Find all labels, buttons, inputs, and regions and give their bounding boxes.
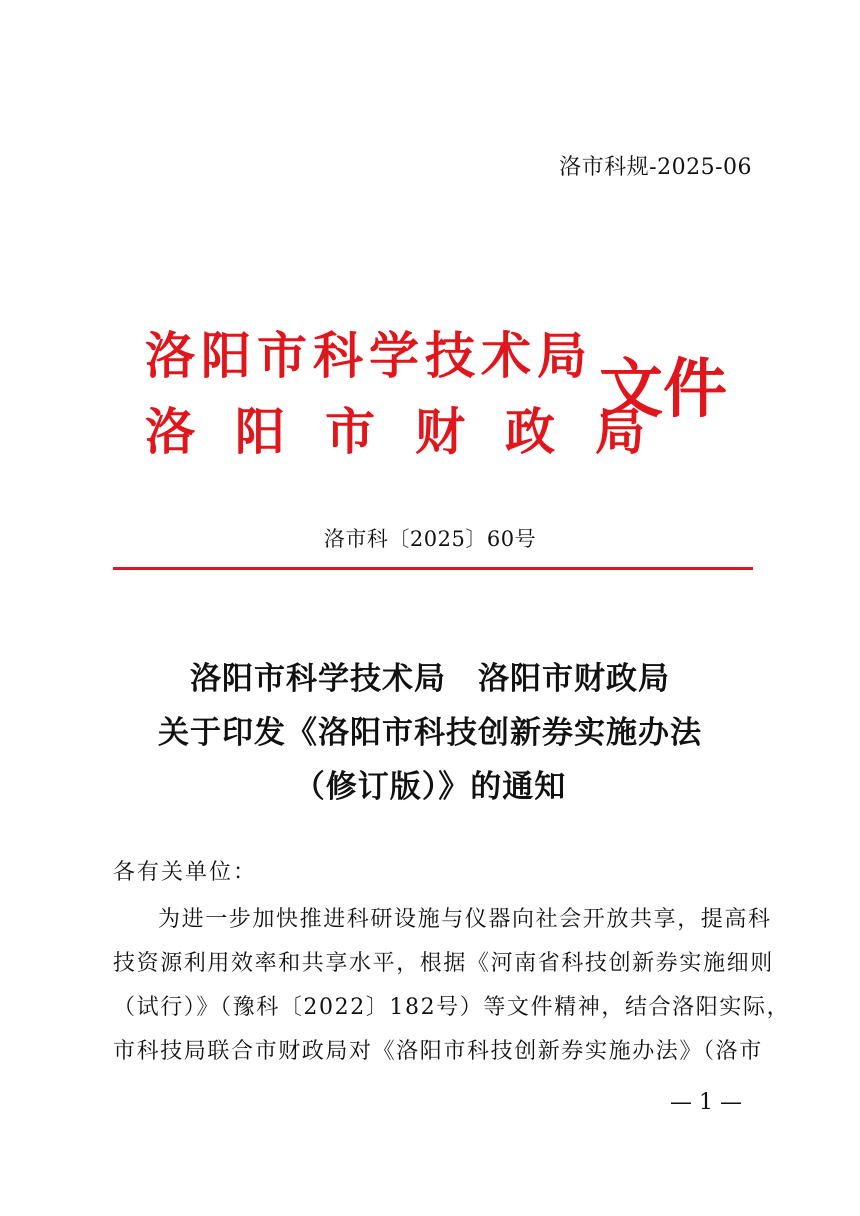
issuer-header	[145, 316, 745, 461]
issuer-line-science-bureau: 洛阳市科学技术局	[145, 326, 593, 385]
salutation: 各有关单位：	[113, 860, 258, 885]
title-line-1: 洛阳市科学技术局 洛阳市财政局	[190, 661, 670, 697]
page-number: — 1 —	[670, 1090, 742, 1115]
body-line-3: （试行）》（豫科〔2022〕182号）等文件精神，结合洛阳实际，	[113, 995, 791, 1020]
title-line-2: 关于印发《洛阳市科技创新券实施办法	[158, 715, 702, 751]
body-line-4: 市科技局联合市财政局对《洛阳市科技创新券实施办法》（洛市	[113, 1039, 763, 1064]
body-line-1: 为进一步加快推进科研设施与仪器向社会开放共享，提高科	[158, 907, 772, 932]
notice-title	[0, 652, 860, 814]
document-suffix: 文件	[599, 352, 727, 427]
body-line-2: 技资源利用效率和共享水平，根据《河南省科技创新券实施细则	[113, 951, 774, 976]
document-code: 洛市科规-2025-06	[559, 155, 752, 180]
issuer-line-finance-bureau: 洛阳市财政局	[145, 402, 685, 461]
document-number: 洛市科〔2025〕60号	[323, 527, 537, 551]
body-paragraph	[113, 898, 791, 1074]
red-divider	[113, 567, 753, 570]
title-line-3: （修订版）》的通知	[293, 769, 567, 805]
